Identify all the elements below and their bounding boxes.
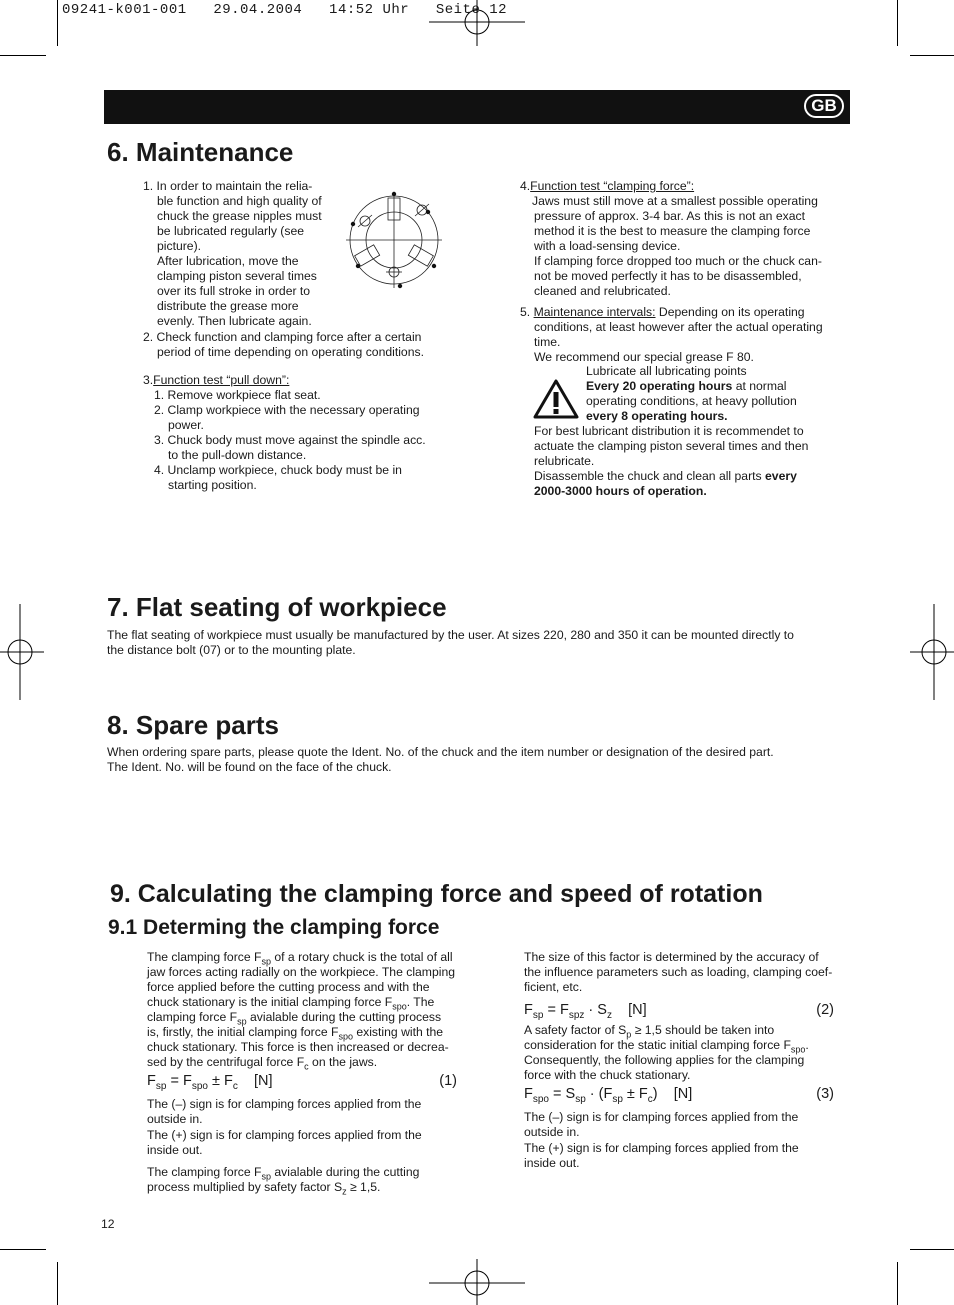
maintenance-item-1: 1. In order to maintain the relia- ble function and high quality of chuck the grease nipples must be lubricated regularly (see picture). After lubrication, move the clamping piston several times over its full stroke in order to distribute the grease more evenly. Then lubricate again. [143, 179, 322, 328]
calc-subtitle: 9.1 Determing the clamping force [108, 916, 440, 939]
warning-text: Lubricate all lubricating points Every 20 operating hours at normal operating conditions, at heavy pollution every 8 operating hours. [586, 364, 797, 423]
chuck-lubrication-diagram [344, 190, 444, 290]
page-number: 12 [101, 1217, 115, 1231]
calc-right-intro: The size of this factor is determined by the accuracy of the influence parameters such as loading, clamping coef- ficient, etc. [524, 950, 833, 994]
flat-seating-text: The flat seating of workpiece must usually be manufactured by the user. At sizes 220, 280 and 350 it can be mounted directly to the distance bolt (07) or to the mounting plate. [107, 628, 794, 657]
header-bar [104, 90, 850, 124]
maintenance-item-2: 2. Check function and clamping force after a certain period of time depending on operating conditions. [143, 330, 424, 359]
calc-safety-factor-text: A safety factor of $S_p \ge 1,5$ should be taken into consideration for the static initial clamping force $F_{spo}$. Consequently, the following applies for the clamping force with the chuck stationary. [524, 1023, 809, 1082]
calc-sign-notes-right: The (–) sign is for clamping forces applied from the outside in. The (+) sign is for clamping forces applied from the inside out. [524, 1110, 799, 1170]
calc-title: 9. Calculating the clamping force and speed of rotation [110, 880, 763, 908]
formula-3-number: (3) [816, 1086, 834, 1102]
formula-2: $F_{sp} = F_{spz} \cdot S_z$ [N] (2) [524, 1002, 834, 1021]
calc-sign-notes-left: The (–) sign is for clamping forces applied from the outside in. The (+) sign is for clamping forces applied from the inside out. [147, 1097, 422, 1157]
maintenance-after-warning: For best lubricant distribution it is recommendet to actuate the clamping piston several times and then relubricate. Disassemble the chuck and clean all parts every 2000-3000 hours of operation. [534, 424, 809, 498]
warning-icon [533, 379, 579, 419]
maintenance-title: 6. Maintenance [107, 137, 294, 167]
print-slug: 09241-k001-001 29.04.2004 14:52 Uhr Seite 12 [62, 2, 508, 18]
maintenance-item-4: 4.Function test “clamping force”: Jaws must still move at a smallest possible operating pressure of approx. 3-4 bar. As this is not an exact method it is the best to measure the clamping force with a load-sensing device. If clamping force dropped too much or the chuck can- not be moved perfectly it has to be disassembled, cleaned and relubricated. [520, 179, 822, 298]
language-badge: GB [804, 94, 844, 118]
pull-down-heading: Function test “pull down”: [153, 373, 290, 387]
spare-parts-text: When ordering spare parts, please quote the Ident. No. of the chuck and the item number or designation of the desired part. The Ident. No. will be found on the face of the chuck. [107, 745, 774, 774]
calc-safety-note: The clamping force $F_{sp}$ avialable during the cutting process multiplied by safety factor $S_z \ge 1,5$. [147, 1165, 420, 1197]
clamping-force-heading: Function test “clamping force”: [530, 179, 695, 193]
formula-1-number: (1) [439, 1073, 457, 1089]
calc-intro-text: The clamping force $F_{sp}$ of a rotary chuck is the total of all jaw forces acting radially on the workpiece. The clamping force applied before the cutting process and with the chuck stationary is the initial clamping force $F_{spo}$. The clamping force $F_{sp}$ avialable during the cutting process is, firstly, the initial clamping force $F_{spo}$ existing with the chuck stationary. This force is then increased or decrea- sed by the centrifugal force $F_c$ on the jaws. [147, 950, 456, 1072]
maintenance-item-3: 3.Function test “pull down”: 1. Remove workpiece flat seat. 2. Clamp workpiece with the necessary operating power. 3. Chuck body must move against the spindle acc. to the pull-down distance. 4. Unclamp workpiece, chuck body must be in starting position. [143, 373, 426, 492]
formula-3: $F_{spo} = S_{sp} \cdot (F_{sp} \pm F_c)$ [N] (3) [524, 1086, 834, 1105]
maintenance-intervals-heading: Maintenance intervals: [533, 305, 656, 319]
maintenance-item-5: 5. Maintenance intervals: Depending on its operating conditions, at least however after the actual operating time. We recommend our special grease F 80. [520, 305, 823, 364]
formula-1: $F_{sp} = F_{spo} \pm F_c$ [N] (1) [147, 1073, 457, 1092]
flat-seating-title: 7. Flat seating of workpiece [107, 592, 447, 622]
spare-parts-title: 8. Spare parts [107, 710, 279, 740]
formula-2-number: (2) [816, 1002, 834, 1018]
